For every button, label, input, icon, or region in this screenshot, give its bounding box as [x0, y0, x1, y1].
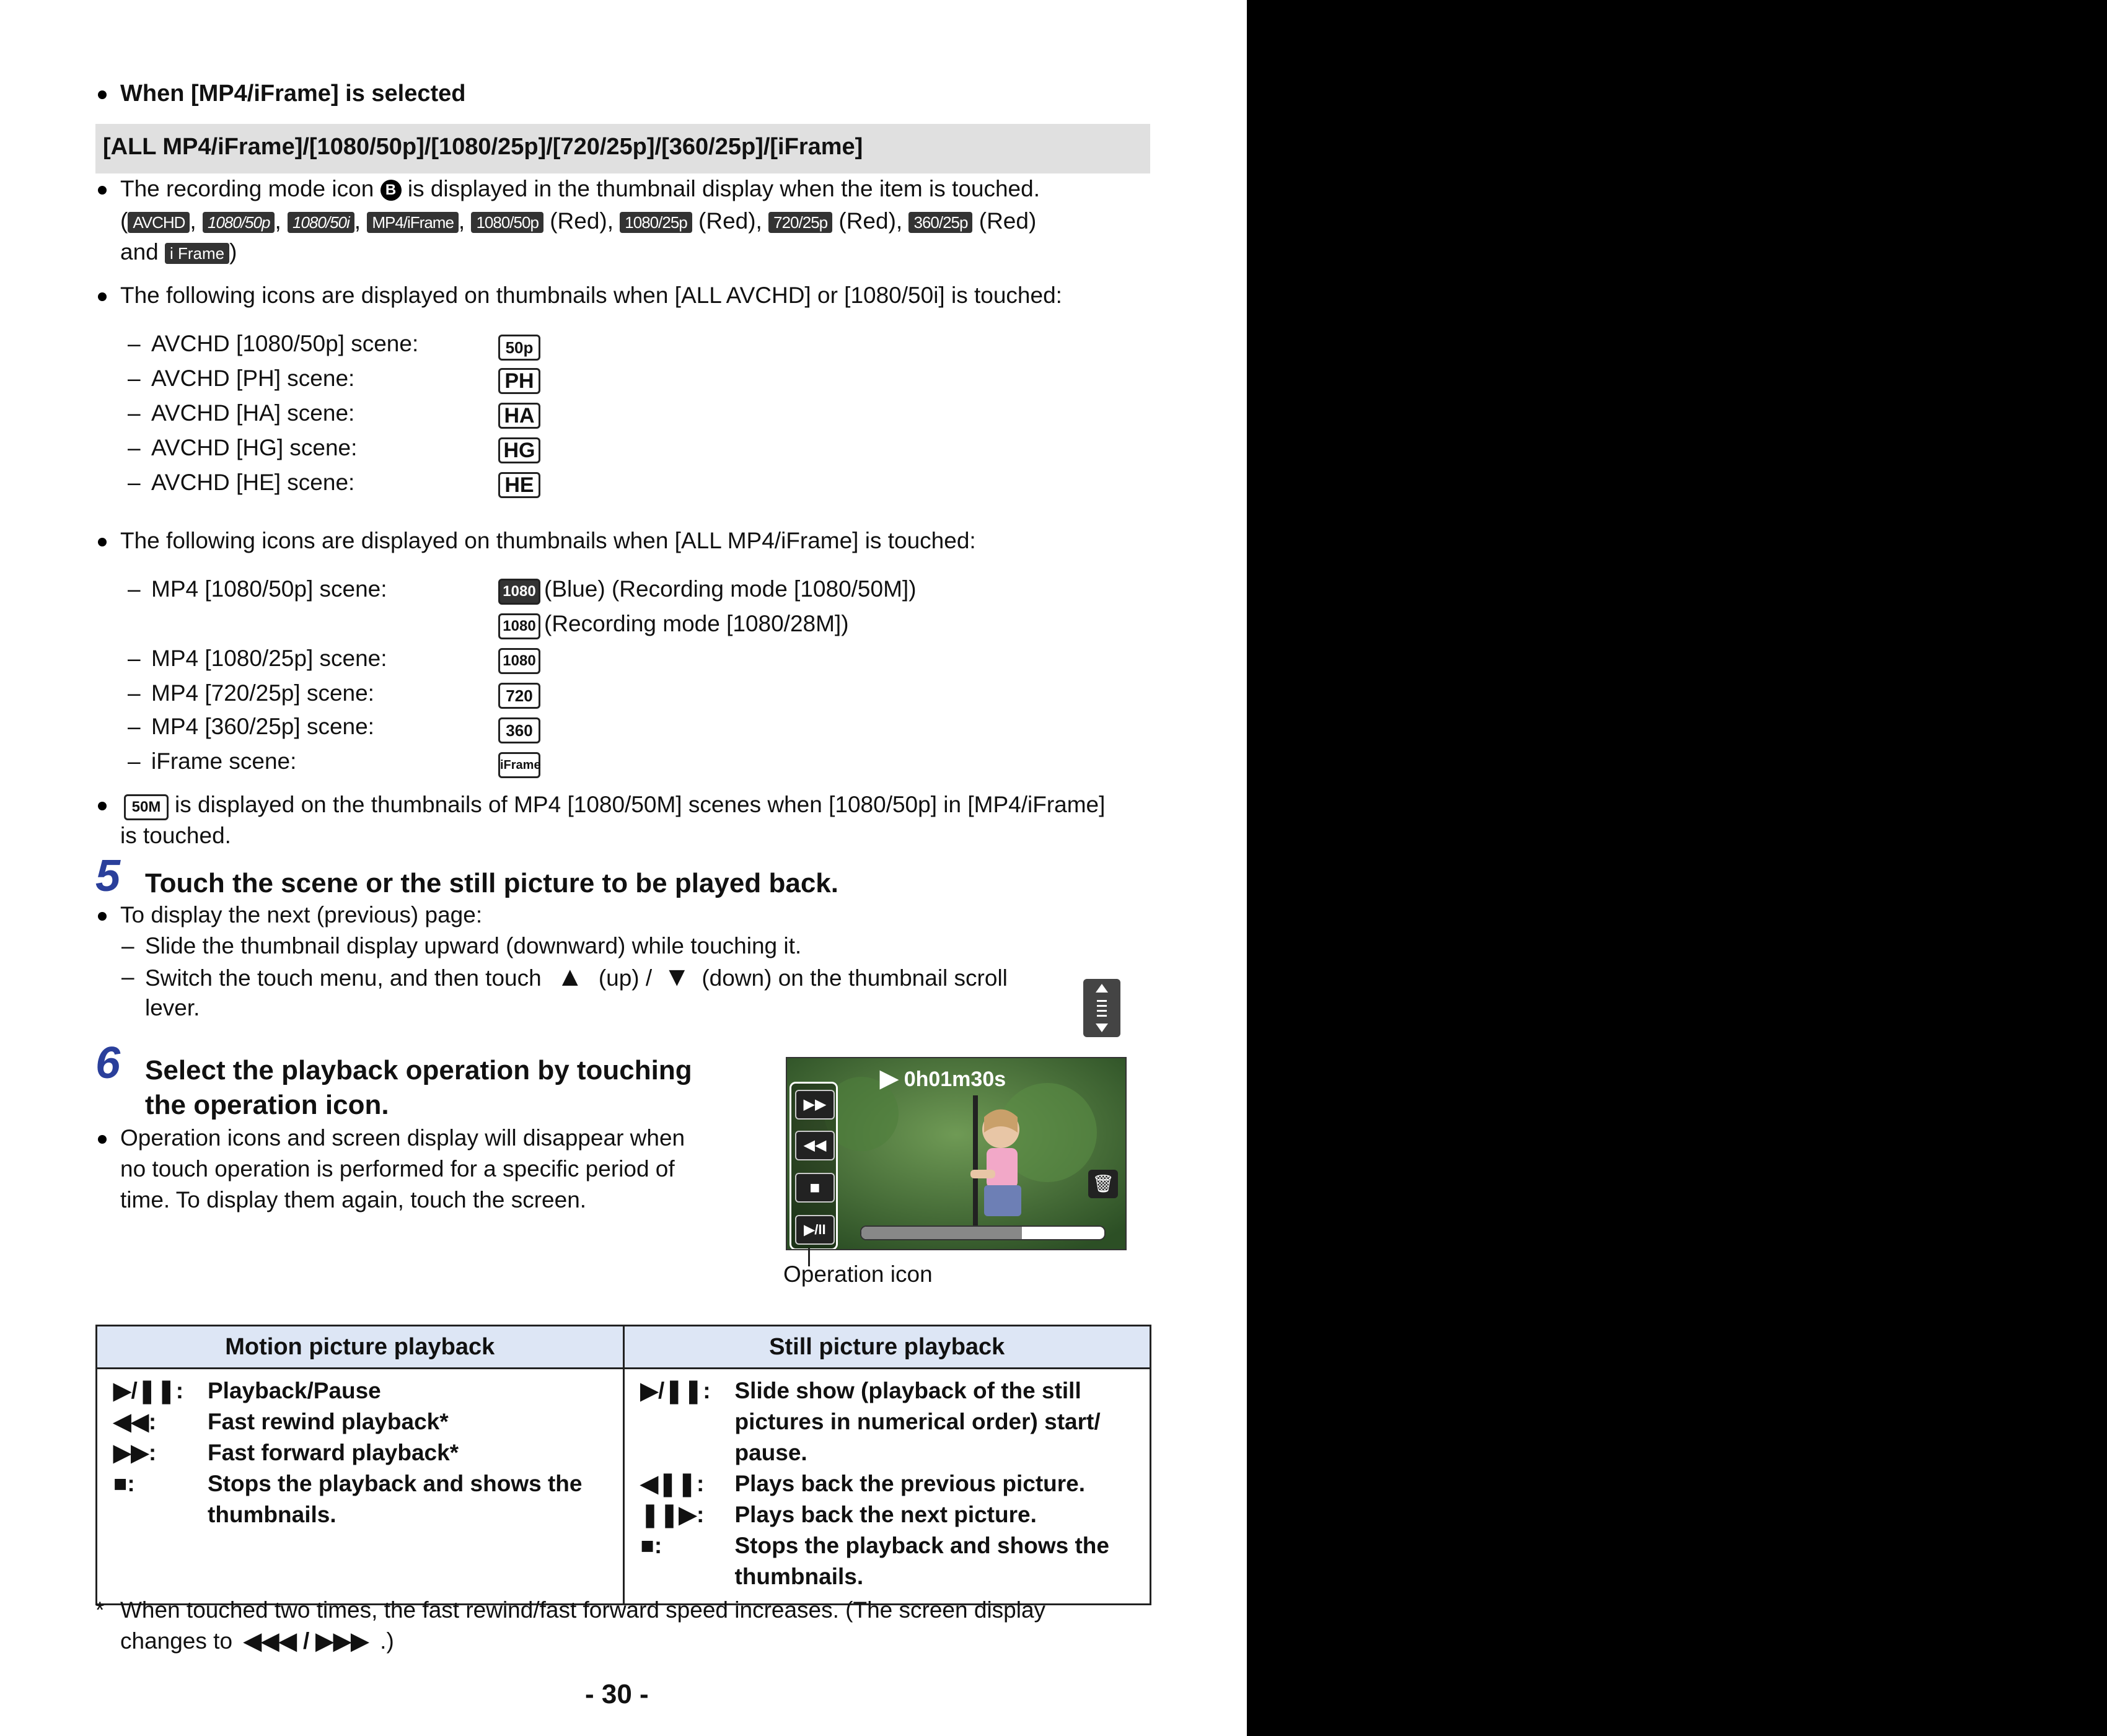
fast-forward-icon[interactable]: ▶▶ — [795, 1090, 835, 1120]
operation-row: ▶/❚❚: Playback/Pause — [113, 1378, 381, 1403]
avchd-scene-label: AVCHD [HA] scene: — [151, 400, 355, 426]
360-icon: 360 — [498, 717, 540, 743]
1080-50i-icon: 1080/50i — [288, 212, 354, 233]
operation-row: ❚❚▶: Plays back the next picture. — [640, 1502, 1037, 1527]
bullet — [98, 186, 107, 195]
bullet — [98, 1135, 107, 1144]
footnote-mark: * — [95, 1597, 105, 1623]
operation-row: ■: Stops the playback and shows the thumbnails. — [113, 1471, 583, 1527]
operation-row: ◀◀: Fast rewind playback* — [113, 1409, 449, 1434]
avchd-scene-label: AVCHD [PH] scene: — [151, 366, 355, 391]
page-number: - 30 - — [585, 1679, 649, 1709]
fifty-m-note-line-2: is touched. — [120, 823, 231, 848]
step6-heading-line-2: the operation icon. — [145, 1090, 389, 1120]
50m-icon: 50M — [124, 794, 169, 820]
operation-row: ▶▶: Fast forward playback* — [113, 1440, 459, 1465]
mp4-scene-label: iFrame scene: — [151, 748, 297, 774]
avchd-icon: AVCHD — [128, 212, 190, 233]
bullet — [98, 292, 107, 301]
step6-bullet-line-1: Operation icons and screen display will disappear when — [120, 1125, 685, 1151]
bullet — [98, 912, 107, 921]
progress-bar[interactable] — [860, 1225, 1106, 1240]
recording-icon-line-3: and i Frame ) — [120, 239, 237, 265]
step5-sub-2: Switch the touch menu, and then touch ▲ (up) / ▼ (down) on the thumbnail scroll — [145, 962, 1008, 992]
thumbnail-scroll-lever-icon — [1083, 979, 1120, 1037]
operation-row: ◀❚❚: Plays back the previous picture. — [640, 1471, 1085, 1496]
step-number: 5 — [95, 851, 121, 901]
play-pause-icon[interactable]: ▶/II — [795, 1215, 835, 1245]
1080-50p-icon: 1080/50p — [203, 212, 275, 233]
1080-icon: 1080 — [498, 648, 540, 674]
mode-header-bar — [95, 124, 1150, 173]
down-triangle-icon: ▼ — [663, 962, 691, 992]
trash-icon[interactable]: 🗑 — [1088, 1170, 1118, 1198]
1080-icon: 1080 — [498, 613, 540, 639]
mp4-scene-label: MP4 [360/25p] scene: — [151, 714, 374, 739]
fifty-m-note-line-1: is displayed on the thumbnails of MP4 [1080/50M] scenes when [1080/50p] in [MP4/iFrame] — [175, 792, 1106, 817]
iframe-scene-icon: iFrame — [498, 752, 540, 778]
up-triangle-icon: ▲ — [556, 962, 584, 992]
operation-icon-caption: Operation icon — [783, 1261, 933, 1287]
bullet — [98, 802, 107, 810]
ha-icon: HA — [498, 403, 540, 429]
play-icon: ▶ — [880, 1066, 899, 1092]
still-picture-header: Still picture playback — [623, 1326, 1151, 1369]
360-25p-red-icon: 360/25p — [908, 212, 972, 233]
footnote-line-2: changes to ◀◀◀ / ▶▶▶ .) — [120, 1628, 394, 1654]
step5-heading: Touch the scene or the still picture to be played back. — [145, 868, 838, 898]
step5-sub-2-cont: lever. — [145, 995, 200, 1020]
rewind-icon[interactable]: ◀◀ — [795, 1131, 835, 1160]
avchd-scene-label: AVCHD [HE] scene: — [151, 470, 355, 495]
bullet — [98, 90, 107, 99]
1080-25p-red-icon: 1080/25p — [620, 212, 692, 233]
footnote-line-1: When touched two times, the fast rewind/fast forward speed increases. (The screen display — [120, 1597, 1046, 1623]
720-25p-red-icon: 720/25p — [768, 212, 832, 233]
operation-row: ■: Stops the playback and shows the thumbnails. — [640, 1533, 1109, 1589]
hg-icon: HG — [498, 437, 540, 463]
bullet — [98, 538, 107, 546]
progress-fill — [861, 1227, 1022, 1239]
mp4-scene-note: (Recording mode [1080/28M]) — [544, 611, 849, 636]
step5-sub-1: Slide the thumbnail display upward (downward) while touching it. — [145, 933, 802, 958]
1080-50p-red-icon: 1080/50p — [471, 212, 543, 233]
step5-bullet: To display the next (previous) page: — [120, 902, 483, 927]
mp4-scene-note: (Blue) (Recording mode [1080/50M]) — [544, 576, 917, 602]
section-title: When [MP4/iFrame] is selected — [120, 81, 466, 107]
operation-icon-panel — [790, 1082, 838, 1250]
avchd-scene-label: AVCHD [HG] scene: — [151, 435, 358, 460]
step-number: 6 — [95, 1038, 121, 1088]
50p-icon: 50p — [498, 335, 540, 361]
playback-screen-image — [786, 1057, 1127, 1250]
still-picture-cell — [623, 1369, 1151, 1605]
mp4-intro: The following icons are displayed on thumbnails when [ALL MP4/iFrame] is touched: — [120, 528, 976, 553]
ph-icon: PH — [498, 368, 540, 394]
motion-picture-header: Motion picture playback — [97, 1326, 624, 1369]
1080-blue-icon: 1080 — [498, 579, 540, 605]
720-icon: 720 — [498, 683, 540, 709]
iframe-icon: i Frame — [165, 243, 229, 264]
he-icon: HE — [498, 472, 540, 498]
mp4-iframe-icon: MP4/iFrame — [367, 212, 459, 233]
mode-header-text: [ALL MP4/iFrame]/[1080/50p]/[1080/25p]/[720/25p]/[360/25p]/[iFrame] — [103, 134, 863, 160]
mp4-scene-label: MP4 [1080/25p] scene: — [151, 646, 387, 671]
motion-picture-cell — [97, 1369, 624, 1605]
stop-icon[interactable]: ■ — [795, 1173, 835, 1203]
mp4-scene-label: MP4 [1080/50p] scene: — [151, 576, 387, 602]
step6-bullet-line-3: time. To display them again, touch the screen. — [120, 1187, 587, 1212]
speed-symbols-icon: ◀◀◀ / ▶▶▶ — [244, 1628, 369, 1654]
playback-time: ▶ 0h01m30s — [880, 1066, 1006, 1092]
playback-operations-table — [95, 1325, 1151, 1605]
black-side-panel — [1247, 0, 2107, 1736]
avchd-intro: The following icons are displayed on thumbnails when [ALL AVCHD] or [1080/50i] is touched: — [120, 283, 1062, 308]
mp4-scene-label: MP4 [720/25p] scene: — [151, 680, 374, 706]
operation-row: ▶/❚❚: Slide show (playback of the still pictures in numerical order) start/ pause. — [640, 1378, 1101, 1465]
recording-icon-line-1: The recording mode icon B is displayed in the thumbnail display when the item is touched. — [120, 176, 1040, 201]
step6-bullet-line-2: no touch operation is performed for a specific period of — [120, 1156, 675, 1181]
recording-icon-line-2: ( AVCHD , 1080/50p , 1080/50i , MP4/iFrame , 1080/50p (Red), 1080/25p (Red), 720/25p (Red), 360/25p (Red) — [120, 208, 1037, 234]
manual-page: When [MP4/iFrame] is selected [ALL MP4/iFrame]/[1080/50p]/[1080/25p]/[720/25p]/[360/25p]/[iFrame] The recording mode icon B is displayed in the thumbnail display when the item is touched. ( AVCHD , 1080/50p , 1080/50i , MP4/iFrame , 1080/50p (Red), 1080/25p (Red), 720/25p (Red), 360/25p (Red) and i Frame ) The following icons are displayed on thumbnails when [ALL AVCHD] or [1080/50i] is touched: – AVCHD [1080/50p] scene: 50p – AVCHD [PH] scene: PH – AVCHD [HA] scene: HA – AVCHD [HG] scene: HG – AVCHD [HE] scene: HE The following icons are displayed on thumbnails when [ALL MP4/iFrame] is touched: – MP4 [1080/50p] scene: 1080 (Blue) (Recording mode [1080/50M]) 1080 (Recording mode [1080/28M]) – MP4 [1080/25p] scene: 1080 – MP4 [720/25p] scene: 720 – MP4 [360/25p] scene: 360 – iFrame scene: iFrame 50M is displayed on the thumbnails of MP4 [1080/50M] scenes when [1080/50p] in [MP4/iFrame] is touched. 5 Touch the scene or the still picture to be played back. To display the next (previous) page: – Slide the thumbnail display upward (downward) while touching it. – Switch the touch menu, and then touch ▲ (up) / ▼ (down) on the thumbnail scroll lever. 6 Select the playback operation by touching the operation icon. Operation icons and screen display will disappear when no touch operation is performed for a specific period of time. To display them again, touch the screen. ▶ 0h01m30s ▶▶ ◀◀ ■ ▶/II 🗑 Operation icon Motion picture playback Still picture playback ▶/❚❚: Playback/Pause ◀◀: Fast rewind playback* ▶▶: Fast forward playback* ■: Stops the playback and shows the thumbnails. ▶/❚❚: Slide show (playback of the still pictures in numerical order) start/ pause. ◀❚❚: Plays back the previous picture. ❚❚▶: Plays back the next picture. ■: Stops the playback and shows the thumbnails. * When touched two times, the fast rewind/fast forward speed increases. (The screen display changes to ◀◀◀ / ▶▶▶ .) - 30 - — [0, 0, 1247, 1736]
marker-b-icon: B — [380, 180, 402, 201]
step6-heading-line-1: Select the playback operation by touching — [145, 1055, 692, 1085]
avchd-scene-label: AVCHD [1080/50p] scene: — [151, 331, 419, 356]
